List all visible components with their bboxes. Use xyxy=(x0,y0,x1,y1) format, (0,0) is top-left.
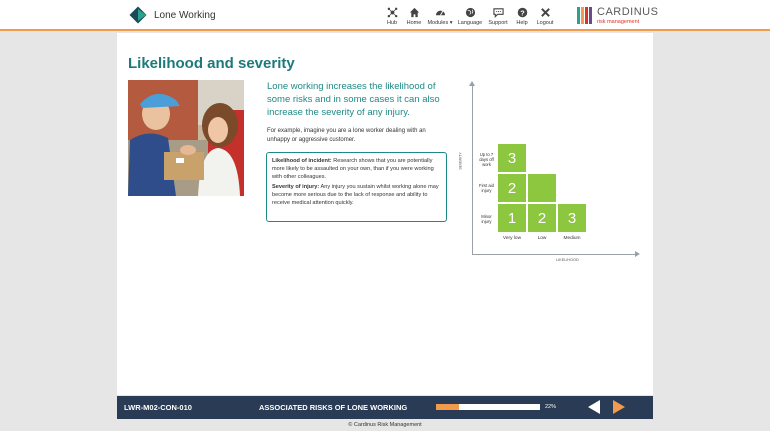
nav-help[interactable] xyxy=(511,7,533,26)
y-axis-line xyxy=(472,84,473,255)
globe-icon xyxy=(465,7,476,18)
nav-logout[interactable] xyxy=(533,7,557,26)
lead-text: Lone working increases the likelihood of some risks and in some cases it can also increase the severity of any injury. xyxy=(267,81,440,118)
course-footer-bar xyxy=(117,396,653,419)
copyright: © Cardinus Risk Management xyxy=(348,422,422,428)
close-icon xyxy=(540,7,551,18)
nav-language-label: Language xyxy=(457,20,483,26)
y-axis-label: SEVERITY xyxy=(458,152,463,170)
likelihood-paragraph xyxy=(272,157,441,181)
likelihood-label: Likelihood of incident: xyxy=(272,158,332,164)
chat-icon xyxy=(493,7,504,18)
row-label-up-to-7-days: Up to 7 days off work xyxy=(479,152,494,167)
brand-logo-icon xyxy=(129,6,147,24)
app-name: Lone Working xyxy=(154,9,216,21)
row-label-minor-injury: Minor injury xyxy=(481,214,492,224)
nav-support[interactable] xyxy=(485,7,511,26)
nav-modules[interactable] xyxy=(425,7,455,26)
top-bar xyxy=(0,0,770,31)
matrix-cell: 3 xyxy=(558,204,586,232)
help-icon xyxy=(517,7,528,18)
matrix-cell: 3 xyxy=(498,144,526,172)
matrix-cell: 2 xyxy=(498,174,526,202)
col-label-medium: Medium xyxy=(563,236,581,241)
nav-language[interactable] xyxy=(455,7,485,26)
row-label-first-aid: First aid injury xyxy=(479,183,494,193)
nav-home[interactable] xyxy=(403,7,425,26)
nav-modules-label: Modules ▾ xyxy=(427,20,453,26)
page-title: Likelihood and severity xyxy=(128,55,295,72)
content-card xyxy=(117,33,653,395)
severity-label: Severity of injury: xyxy=(272,184,320,190)
logo-bars-icon xyxy=(577,7,593,24)
logo-name: CARDINUS xyxy=(597,6,659,18)
y-axis-arrow-icon xyxy=(469,81,475,86)
previous-arrow-icon[interactable] xyxy=(588,400,600,414)
x-axis-label: LIKELIHOOD xyxy=(556,258,579,262)
progress-fill xyxy=(436,404,459,410)
nav-logout-label: Logout xyxy=(536,20,554,26)
logo-tagline: risk management xyxy=(597,19,640,25)
example-text: For example, imagine you are a lone worker dealing with an unhappy or aggressive customer. xyxy=(267,128,426,143)
nav-help-label: Help xyxy=(516,20,528,26)
nav-hub[interactable] xyxy=(381,7,403,26)
progress-percent: 22% xyxy=(545,404,557,410)
x-axis-arrow-icon xyxy=(635,251,640,257)
nav-support-label: Support xyxy=(488,20,508,26)
home-icon xyxy=(409,7,420,18)
svg-text:?: ? xyxy=(519,8,525,18)
brand[interactable] xyxy=(129,6,216,24)
matrix-cell xyxy=(528,174,556,202)
page-code: LWR-M02-CON-010 xyxy=(124,403,192,412)
matrix-cell: 2 xyxy=(528,204,556,232)
x-axis-line xyxy=(472,254,637,255)
hub-icon xyxy=(387,7,398,18)
matrix-cell: 1 xyxy=(498,204,526,232)
modules-icon xyxy=(435,7,446,18)
progress-bar xyxy=(436,404,540,410)
severity-paragraph xyxy=(272,183,441,207)
lone-worker-photo xyxy=(128,80,244,196)
likelihood-text: Research shows that you are potentially more likely to be assaulted on your own, than if you were working with other colleagues. xyxy=(272,158,434,180)
section-title: ASSOCIATED RISKS OF LONE WORKING xyxy=(259,403,408,412)
info-box xyxy=(266,152,447,222)
risk-matrix xyxy=(458,81,644,266)
severity-text: Any injury you sustain whilst working alone may become more serious due to the lack of response and ability to receive medical attention quickly. xyxy=(272,184,439,206)
cardinus-logo xyxy=(577,7,658,25)
col-label-very-low: Very low xyxy=(502,236,522,241)
col-label-low: Low xyxy=(537,236,547,241)
main-nav xyxy=(381,7,557,26)
next-arrow-icon[interactable] xyxy=(613,400,625,414)
nav-hub-label: Hub xyxy=(386,20,398,26)
nav-home-label: Home xyxy=(406,20,422,26)
